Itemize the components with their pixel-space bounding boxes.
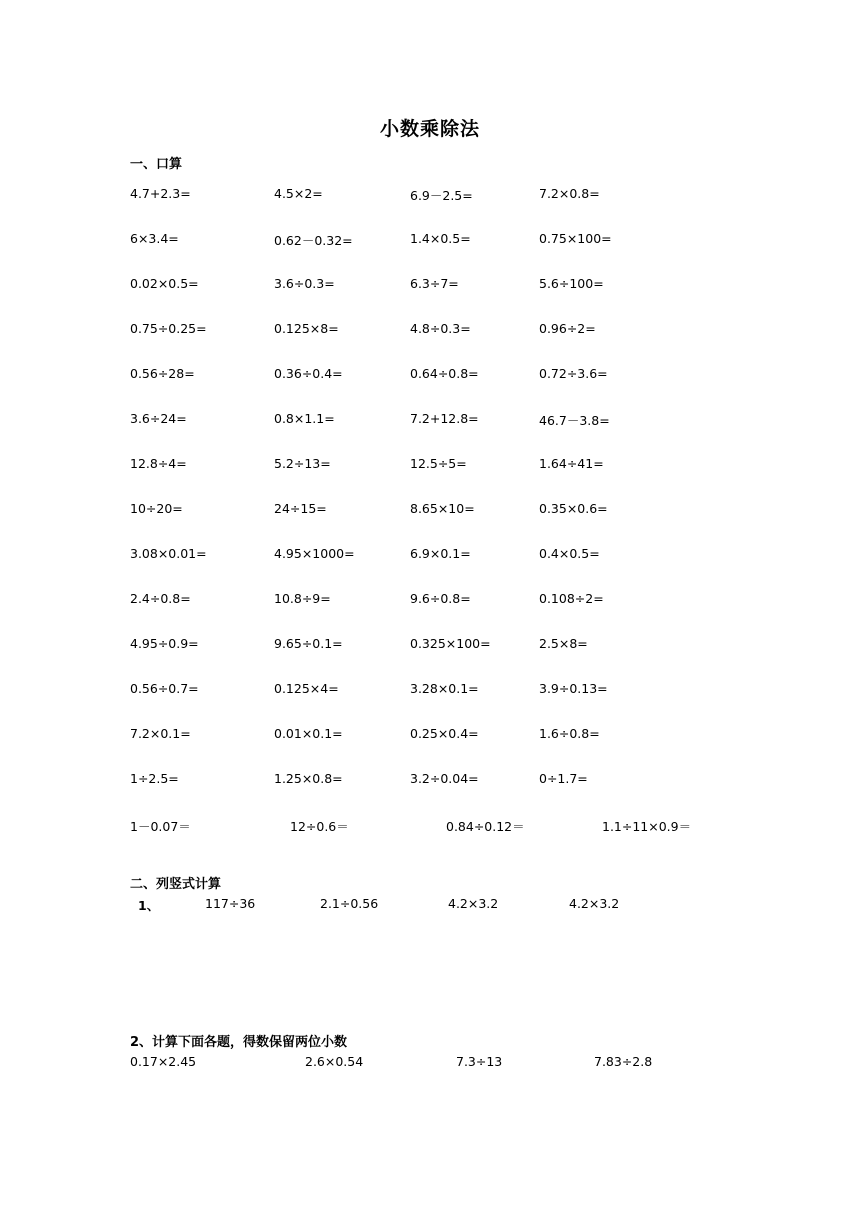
problem: 1.1÷11×0.9＝ (602, 819, 692, 834)
problem: 4.5×2= (274, 186, 323, 201)
problem: 0.01×0.1= (274, 726, 343, 741)
problem: 4.8÷0.3= (410, 321, 471, 336)
problem: 0.35×0.6= (539, 501, 608, 516)
problem: 0.125×8= (274, 321, 339, 336)
problem: 7.83÷2.8 (594, 1054, 653, 1069)
problem: 6.3÷7= (410, 276, 459, 291)
mental-math-row (0, 501, 860, 521)
problem: 0.4×0.5= (539, 546, 600, 561)
problem: 3.6÷24= (130, 411, 187, 426)
problem: 46.7－3.8= (539, 413, 610, 428)
page-title: 小数乘除法 (379, 118, 480, 140)
mental-math-row (0, 681, 860, 701)
problem: 5.2÷13= (274, 456, 331, 471)
problem: 4.95÷0.9= (130, 636, 199, 651)
problem: 9.6÷0.8= (410, 591, 471, 606)
mental-math-row (0, 366, 860, 386)
problem: 4.95×1000= (274, 546, 355, 561)
problem: 0.62－0.32= (274, 233, 353, 248)
problem: 24÷15= (274, 501, 327, 516)
problem: 0.75÷0.25= (130, 321, 207, 336)
problem: 12.8÷4= (130, 456, 187, 471)
problem: 0.02×0.5= (130, 276, 199, 291)
mental-math-row (0, 636, 860, 656)
mental-math-row (0, 726, 860, 746)
mental-math-row (0, 546, 860, 566)
problem: 0.56÷28= (130, 366, 195, 381)
problem: 0.36÷0.4= (274, 366, 343, 381)
problem: 1.4×0.5= (410, 231, 471, 246)
problem: 3.6÷0.3= (274, 276, 335, 291)
problem: 4.2×3.2 (448, 896, 499, 911)
problem: 1.64÷41= (539, 456, 604, 471)
problem: 4.7+2.3= (130, 186, 191, 201)
problem: 7.2×0.1= (130, 726, 191, 741)
mental-math-row (0, 231, 860, 251)
problem: 6.9×0.1= (410, 546, 471, 561)
problem: 1.25×0.8= (274, 771, 343, 786)
mental-math-row (0, 456, 860, 476)
problem: 5.6÷100= (539, 276, 604, 291)
problem: 12.5÷5= (410, 456, 467, 471)
problem: 4.2×3.2 (569, 896, 620, 911)
problem: 0.72÷3.6= (539, 366, 608, 381)
problem: 3.2÷0.04= (410, 771, 479, 786)
problem: 7.2×0.8= (539, 186, 600, 201)
problem: 0.8×1.1= (274, 411, 335, 426)
problem: 0.17×2.45 (130, 1054, 197, 1069)
problem: 1－0.07＝ (130, 819, 191, 834)
problem: 0.56÷0.7= (130, 681, 199, 696)
problem: 0.96÷2= (539, 321, 596, 336)
problem: 0.25×0.4= (410, 726, 479, 741)
problem: 117÷36 (205, 896, 256, 911)
problem: 8.65×10= (410, 501, 475, 516)
problem: 2.1÷0.56 (320, 896, 379, 911)
rounding-calc-row (0, 1054, 860, 1074)
mental-math-row (0, 276, 860, 296)
problem: 1÷2.5= (130, 771, 179, 786)
problem: 2.4÷0.8= (130, 591, 191, 606)
mental-math-row (0, 186, 860, 206)
section-heading-mental-math: 一、口算 (130, 157, 183, 172)
problem: 0.125×4= (274, 681, 339, 696)
problem: 6.9－2.5= (410, 188, 473, 203)
problem: 0.325×100= (410, 636, 491, 651)
problem: 0.75×100= (539, 231, 612, 246)
problem: 9.65÷0.1= (274, 636, 343, 651)
mental-math-row (0, 411, 860, 431)
mental-math-row (0, 771, 860, 791)
problem: 0÷1.7= (539, 771, 588, 786)
subsection-heading-rounding: 2、计算下面各题，得数保留两位小数 (130, 1035, 348, 1050)
problem: 0.108÷2= (539, 591, 604, 606)
problem: 6×3.4= (130, 231, 179, 246)
problem: 0.84÷0.12＝ (446, 819, 525, 834)
problem: 2.5×8= (539, 636, 588, 651)
mental-math-last-row (0, 817, 860, 837)
item-number-label: 1、 (138, 898, 160, 913)
vertical-calc-row (0, 896, 860, 916)
problem: 0.64÷0.8= (410, 366, 479, 381)
problem: 10.8÷9= (274, 591, 331, 606)
mental-math-row (0, 591, 860, 611)
problem: 3.9÷0.13= (539, 681, 608, 696)
problem: 12÷0.6＝ (290, 819, 349, 834)
problem: 3.28×0.1= (410, 681, 479, 696)
problem: 10÷20= (130, 501, 183, 516)
problem: 2.6×0.54 (305, 1054, 364, 1069)
mental-math-row (0, 321, 860, 341)
problem: 3.08×0.01= (130, 546, 207, 561)
problem: 7.3÷13 (456, 1054, 503, 1069)
problem: 7.2+12.8= (410, 411, 479, 426)
problem: 1.6÷0.8= (539, 726, 600, 741)
section-heading-vertical-calc: 二、列竖式计算 (130, 877, 222, 892)
